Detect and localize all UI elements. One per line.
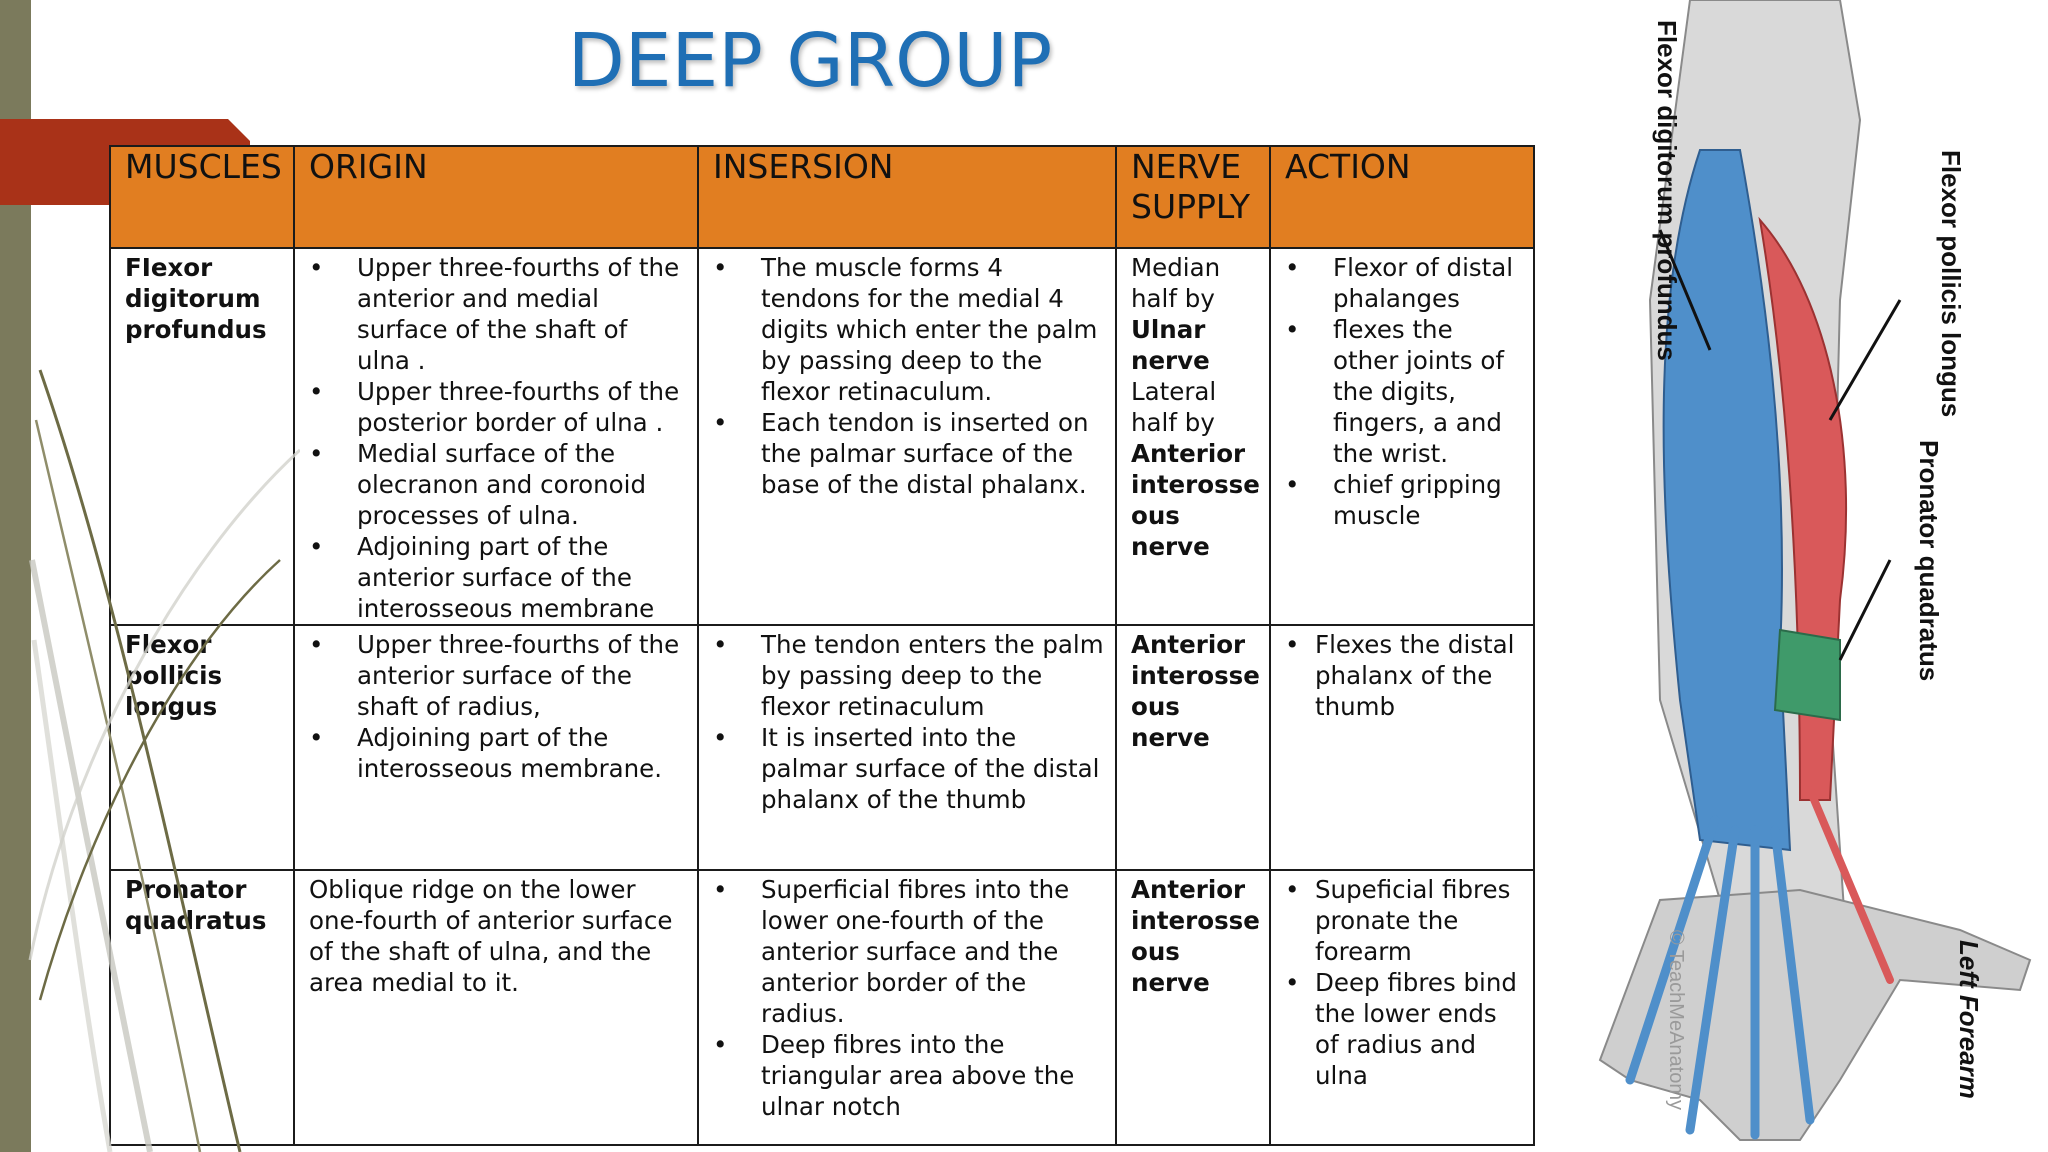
- header-origin: ORIGIN: [294, 146, 698, 248]
- list-item: • Supeficial fibres pronate the forearm: [1285, 874, 1523, 967]
- list-item: • Deep fibres bind the lower ends of radius and ulna: [1285, 967, 1523, 1091]
- page-title: DEEP GROUP: [567, 18, 1053, 104]
- action-cell: [1270, 625, 1534, 870]
- list-item: • Flexes the distal phalanx of the thumb: [1285, 629, 1523, 722]
- list-item: • The tendon enters the palm by passing deep to the flexor retinaculum: [713, 629, 1105, 722]
- table-row: [110, 248, 1534, 625]
- insertion-cell: [698, 870, 1116, 1145]
- insertion-cell: [698, 625, 1116, 870]
- action-cell: [1270, 248, 1534, 625]
- table-header-row: [110, 146, 1534, 248]
- pq-muscle: [1775, 630, 1840, 720]
- list-item: • chief gripping muscle: [1285, 469, 1523, 531]
- nerve-text: Ulnar nerve: [1131, 315, 1210, 375]
- list-item: • Upper three-fourths of the anterior and medial surface of the shaft of ulna .: [309, 252, 687, 376]
- nerve-text: Anterior interosse ous nerve: [1131, 439, 1260, 561]
- action-cell: [1270, 870, 1534, 1145]
- list-item: • Adjoining part of the anterior surface of the interosseous membrane: [309, 531, 687, 624]
- leader-line: [1840, 560, 1890, 660]
- muscle-name: Flexor pollicis longus: [110, 625, 294, 870]
- header-insertion: INSERSION: [698, 146, 1116, 248]
- muscle-name: FIexor digitorum profundus: [110, 248, 294, 625]
- side-label: Left Forearm: [1954, 940, 1984, 1099]
- header-muscles: MUSCLES: [110, 146, 294, 248]
- nerve-cell: Anterior interosse ous nerve: [1116, 870, 1270, 1145]
- table-row: [110, 625, 1534, 870]
- list-item: • Upper three-fourths of the posterior border of ulna .: [309, 376, 687, 438]
- origin-cell: [294, 625, 698, 870]
- list-item: • It is inserted into the palmar surface of the distal phalanx of the thumb: [713, 722, 1105, 815]
- list-item: • Adjoining part of the interosseous membrane.: [309, 722, 687, 784]
- nerve-cell: [1116, 248, 1270, 625]
- pq-label: Pronator quadratus: [1914, 440, 1944, 682]
- origin-cell: [294, 248, 698, 625]
- fpl-label: Flexor pollicis longus: [1936, 150, 1966, 418]
- fdp-label: Flexor digitorum profundus: [1652, 20, 1682, 361]
- list-item: • Deep fibres into the triangular area above the ulnar notch: [713, 1029, 1105, 1122]
- list-item: • Each tendon is inserted on the palmar surface of the base of the distal phalanx.: [713, 407, 1105, 500]
- forearm-anatomy-image: [1540, 0, 2048, 1152]
- nerve-text: Median half by: [1131, 253, 1221, 313]
- list-item: • Flexor of distal phalanges: [1285, 252, 1523, 314]
- header-action: ACTION: [1270, 146, 1534, 248]
- list-item: • Upper three-fourths of the anterior surface of the shaft of radius,: [309, 629, 687, 722]
- table-row: [110, 870, 1534, 1145]
- muscle-name: Pronator quadratus: [110, 870, 294, 1145]
- list-item: • Superficial fibres into the lower one-fourth of the anterior surface and the anterior border of the radius.: [713, 874, 1105, 1029]
- list-item: • The muscle forms 4 tendons for the medial 4 digits which enter the palm by passing deep to the flexor retinaculum.: [713, 252, 1105, 407]
- insertion-cell: [698, 248, 1116, 625]
- nerve-text: Lateral half by: [1131, 377, 1217, 437]
- list-item: • Medial surface of the olecranon and coronoid processes of ulna.: [309, 438, 687, 531]
- muscle-table: [109, 145, 1533, 1121]
- credit-label: © TeachMeAnatomy: [1665, 930, 1687, 1111]
- list-item: • flexes the other joints of the digits, fingers, a and the wrist.: [1285, 314, 1523, 469]
- origin-cell: Oblique ridge on the lower one-fourth of anterior surface of the shaft of ulna, and the area medial to it.: [294, 870, 698, 1145]
- header-nerve-supply: NERVE SUPPLY: [1116, 146, 1270, 248]
- nerve-cell: Anterior interosse ous nerve: [1116, 625, 1270, 870]
